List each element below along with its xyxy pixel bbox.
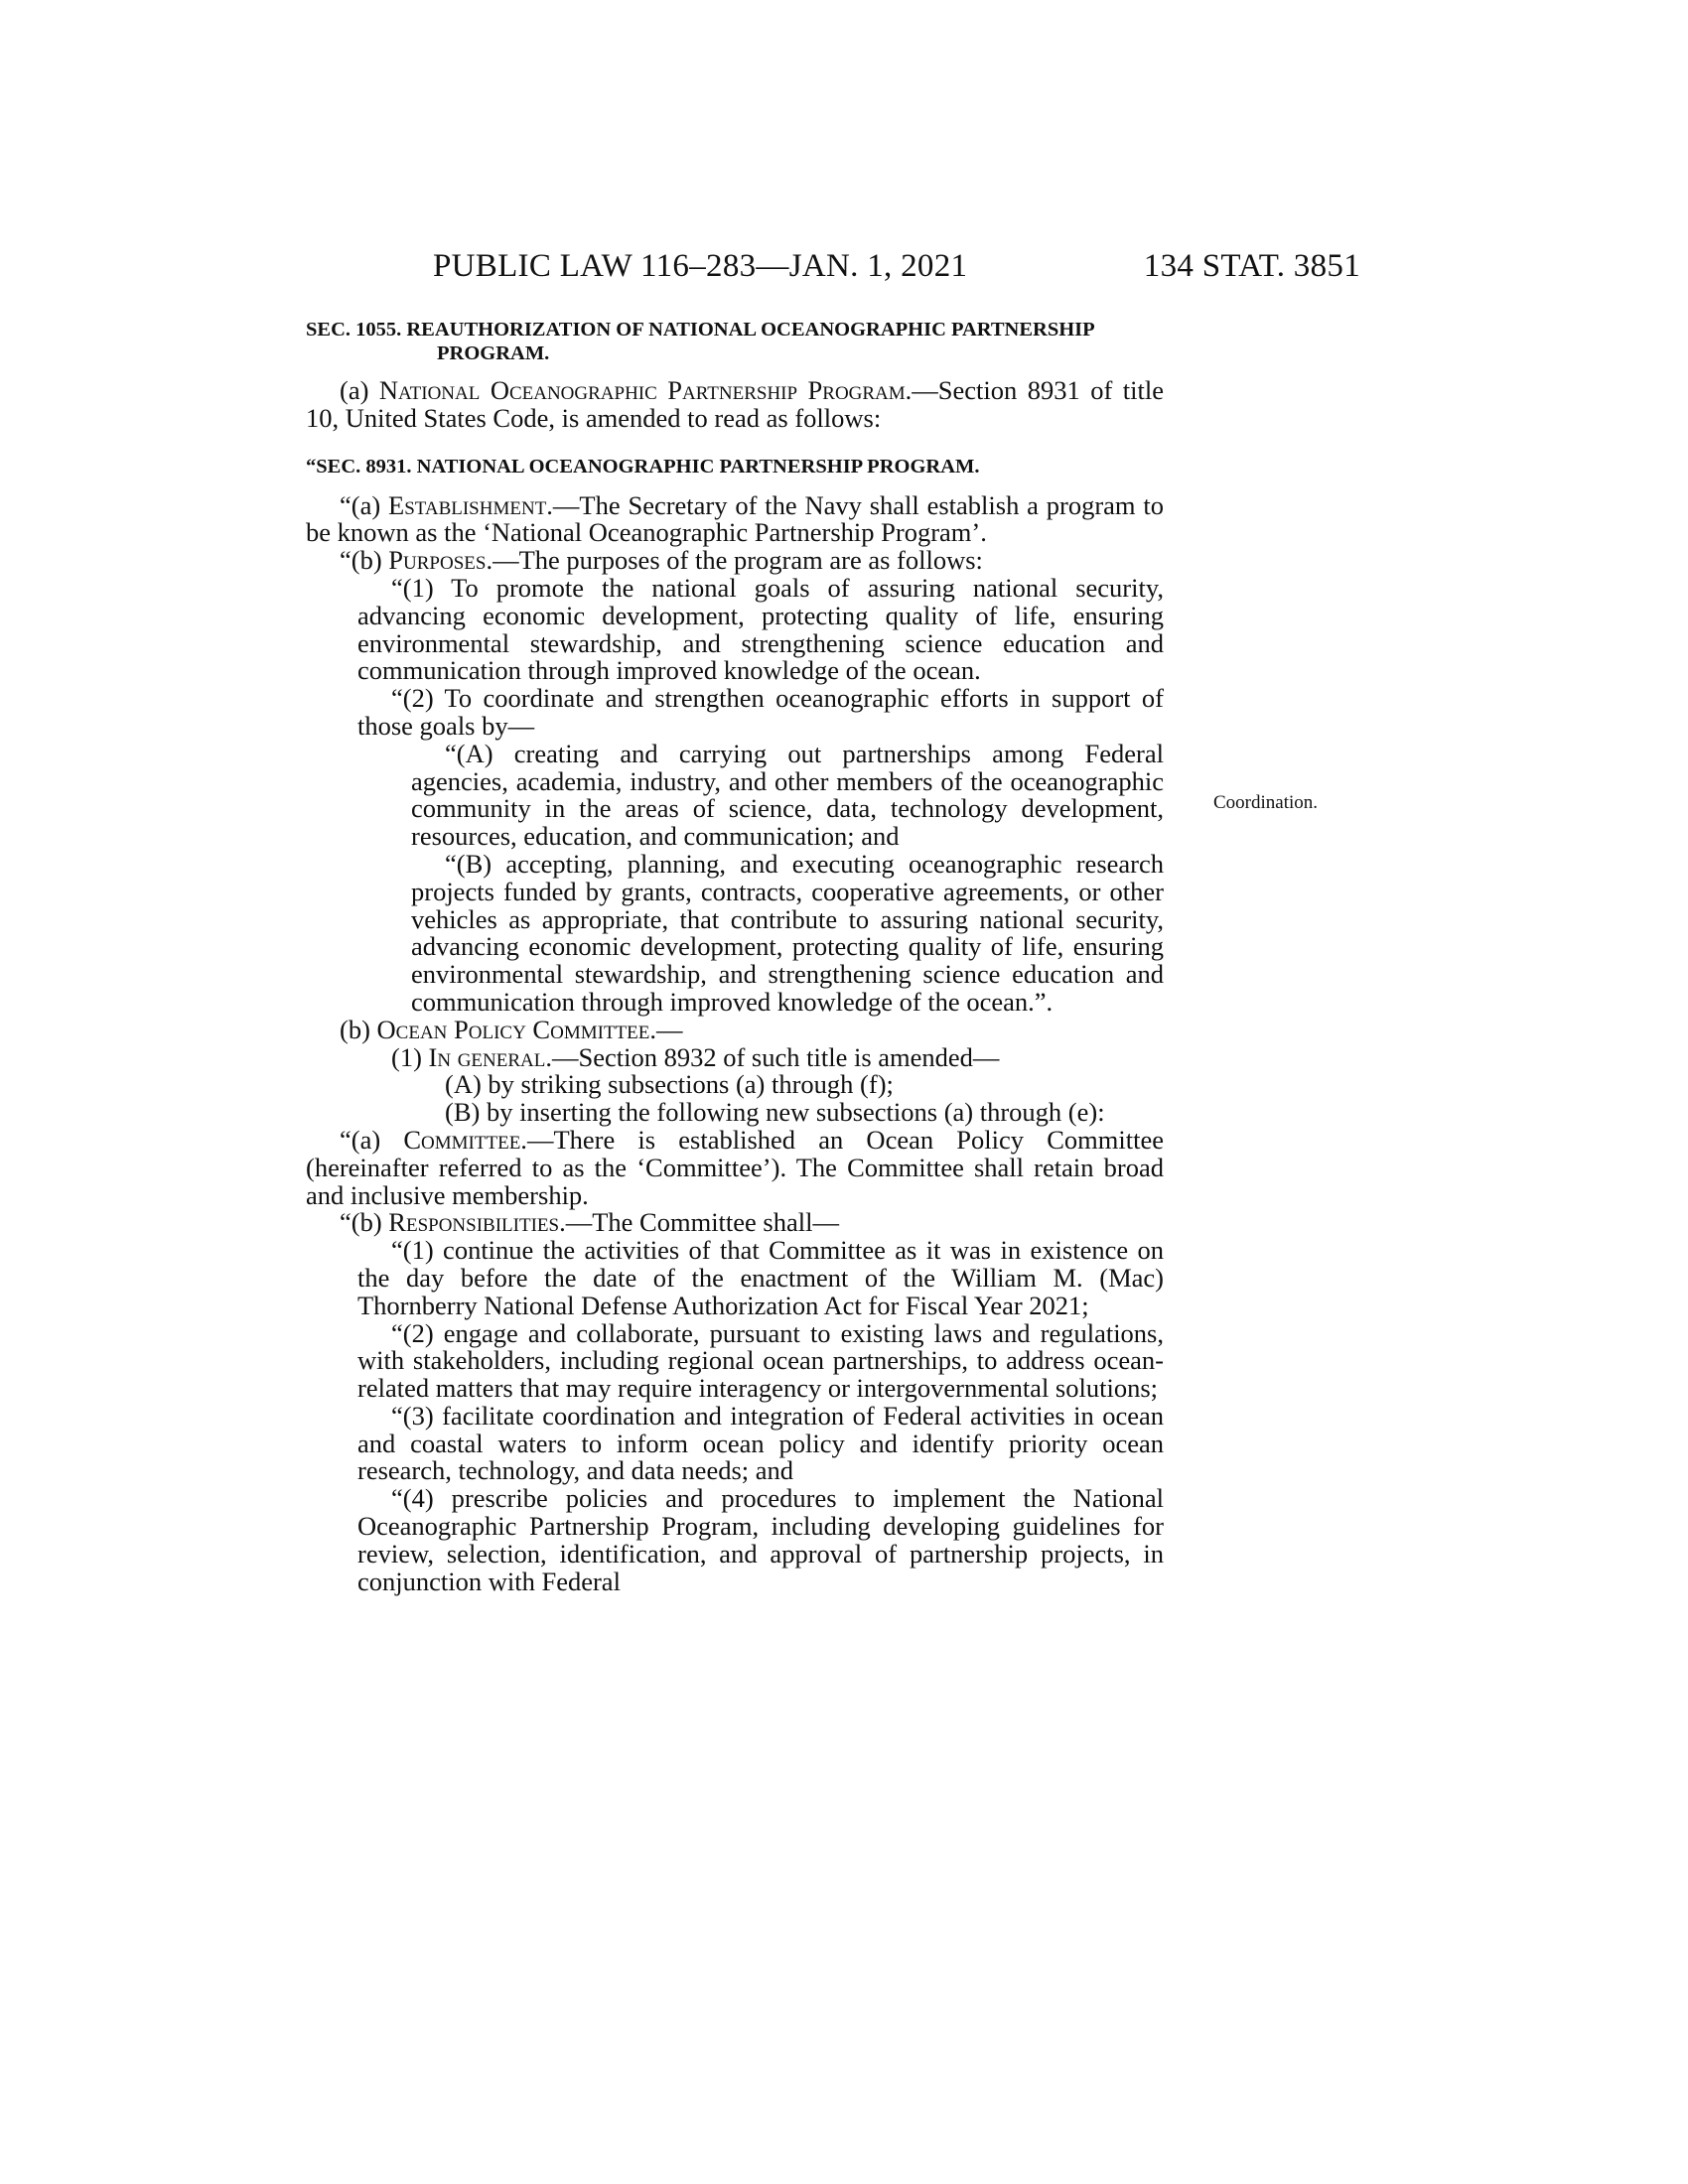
responsibility-4: “(4) prescribe policies and procedures to implement the National Oceanographic Partnership Program, including developing guidelines for review, selection, identification, and approval of partnership projects, in conjunction with Federal	[357, 1483, 1164, 1596]
in-general-caption: In general.	[428, 1041, 552, 1072]
purposes-text: —The purposes of the program are as follows:	[492, 545, 983, 576]
paragraph-b-caption: Ocean Policy Committee.	[376, 1014, 656, 1044]
purpose-2-b: “(B) accepting, planning, and executing oceanographic research projects funded by grants, contracts, cooperative agreements, or other vehicles as appropriate, that contribute to assuring national security, advancing economic development, protecting quality of life, ensuring environmental stewardship, and strengthening science education and communication through improved knowledge of the ocean.”.	[411, 848, 1164, 1017]
establishment-text: —The Secretary of the Navy shall establish a program to be known as the ‘National Oceanographic Partnership Program’.	[306, 489, 1164, 548]
paragraph-a-label: (a)	[340, 375, 379, 405]
paragraph-b	[306, 1014, 1164, 1044]
purpose-1: “(1) To promote the national goals of assuring national security, advancing economic development, protecting quality of life, ensuring environmental stewardship, and strengthening science education and communication through improved knowledge of the ocean.	[357, 572, 1164, 686]
section-1055-heading: SEC. 1055. REAUTHORIZATION OF NATIONAL OCEANOGRAPHIC PARTNERSHIP PROGRAM.	[306, 319, 1094, 364]
in-general-b: (B) by inserting the following new subsections (a) through (e):	[445, 1097, 1105, 1128]
running-head	[306, 248, 1360, 288]
purposes-caption: Purposes.	[388, 545, 493, 576]
subsection-committee	[306, 1124, 1164, 1210]
paragraph-a	[306, 377, 1164, 433]
paragraph-b-label: (b)	[340, 1014, 377, 1044]
law-citation: PUBLIC LAW 116–283—JAN. 1, 2021	[433, 248, 968, 284]
paragraph-a-text: —Section 8931 of title 10, United States Code, is amended to read as follows:	[306, 375, 1164, 433]
subsection-responsibilities	[306, 1209, 1164, 1237]
margin-note-coordination: Coordination.	[1213, 792, 1319, 813]
page-body	[306, 318, 1164, 1595]
responsibilities-caption: Responsibilities.	[388, 1207, 566, 1238]
responsibility-2: “(2) engage and collaborate, pursuant to existing laws and regulations, with stakeholders, including regional ocean partnerships, to address ocean-related matters that may require interagency or intergovernmental solutions;	[357, 1317, 1164, 1404]
responsibility-1: “(1) continue the activities of that Committee as it was in existence on the day before the date of the enactment of the William M. (Mac) Thornberry National Defense Authorization Act for Fiscal Year 2021;	[357, 1235, 1164, 1320]
responsibility-3: “(3) facilitate coordination and integration of Federal activities in ocean and coastal waters to inform ocean policy and identify priority ocean research, technology, and data needs; and	[357, 1400, 1164, 1486]
subsection-purposes	[306, 547, 1164, 575]
paragraph-a-caption: National Oceanographic Partnership Program.	[378, 375, 913, 405]
in-general-text: —Section 8932 of such title is amended—	[551, 1041, 1000, 1072]
committee-label: “(a)	[340, 1124, 404, 1155]
in-general-label: (1)	[391, 1041, 429, 1072]
section-8931-heading: “SEC. 8931. NATIONAL OCEANOGRAPHIC PARTNERSHIP PROGRAM.	[306, 455, 980, 478]
committee-text: —There is established an Ocean Policy Committee (hereinafter referred to as the ‘Committee’). The Committee shall retain broad and inclusive membership.	[306, 1124, 1164, 1210]
responsibilities-text: —The Committee shall—	[565, 1207, 839, 1238]
in-general	[306, 1041, 1164, 1072]
stat-citation: 134 STAT. 3851	[1143, 248, 1360, 284]
responsibilities-label: “(b)	[340, 1207, 389, 1238]
paragraph-b-text: —	[656, 1014, 683, 1044]
subsection-establishment	[306, 489, 1164, 548]
purpose-2: “(2) To coordinate and strengthen oceanographic efforts in support of those goals by—	[357, 683, 1164, 741]
committee-caption: Committee.	[403, 1124, 527, 1155]
purpose-2-a: “(A) creating and carrying out partnerships among Federal agencies, academia, industry, and other members of the oceanographic community in the areas of science, data, technology development, resources, education, and communication; and	[411, 738, 1164, 852]
purposes-label: “(b)	[340, 545, 389, 576]
in-general-a: (A) by striking subsections (a) through (f);	[445, 1069, 894, 1100]
establishment-label: “(a)	[340, 489, 389, 520]
establishment-caption: Establishment.	[388, 489, 553, 520]
